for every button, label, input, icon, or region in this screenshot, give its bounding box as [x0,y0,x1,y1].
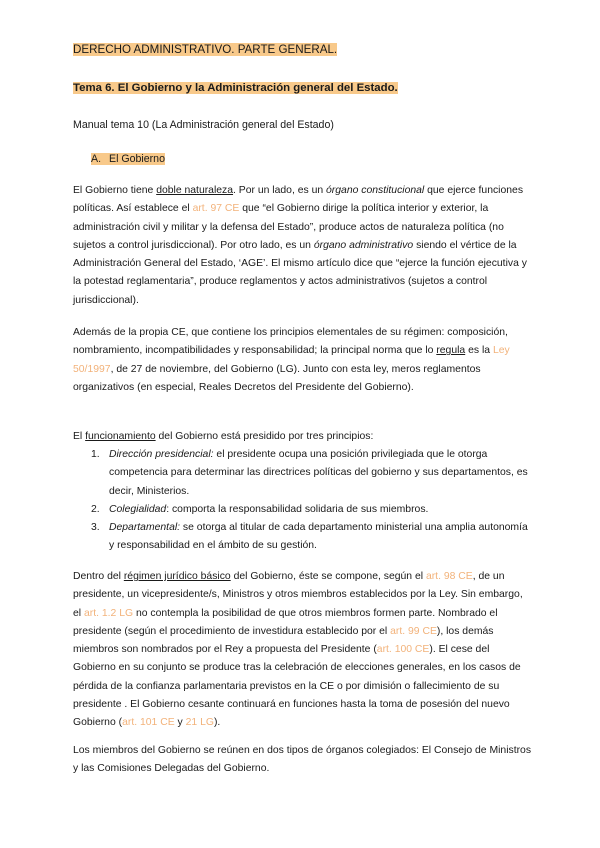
list-number: 2. [91,503,100,515]
section-label: El Gobierno [109,153,165,165]
law-link[interactable]: Ley 50/1997 [73,345,510,375]
principle-name: Departamental: [109,522,181,534]
italic-term: órgano administrativo [313,239,414,251]
text-run: Dentro del [73,571,124,582]
text-run: y [174,717,186,729]
text-run: Los miembros del Gobierno se reúnen en dos tipos de órganos colegiados: El Consejo de Ministros y las Comisiones Delegadas del Gobierno. [73,745,532,775]
section-heading-highlight [91,153,165,165]
text-run: ). El cese del Gobierno en su conjunto se produce tras la celebración de elecciones generales, en los casos de pérdida de la confianza parlamentaria previstos en la CE o por dimisión o fallecimiento de su presidente . El Gobierno cesante continuará en funciones hasta la toma de posesión del nuevo Gobierno ( [73,644,521,729]
article-link[interactable]: art. 98 CE [425,571,473,582]
underlined-term: funcionamiento [85,431,156,442]
text-run: ), los demás miembros son nombrados por el Rey a propuesta del Presidente ( [73,625,494,656]
text-run: El [73,431,86,442]
principle-name: Dirección presidencial: [109,449,214,460]
article-link[interactable]: art. 97 CE [192,203,240,215]
paragraph-collegiate-bodies [73,742,533,779]
text-run: del Gobierno está presidido por tres principios: [155,431,374,442]
manual-reference: Manual tema 10 (La Administración general del Estado) [73,119,334,131]
text-run: , de 27 de noviembre, del Gobierno (LG). Junto con esta ley, meros reglamentos organizativos (en especial, Reales Decretos del Presidente del Gobierno). [73,363,481,393]
text-run: que “el Gobierno dirige la política interior y exterior, la administración civil y militar y la defensa del Estado”, produce actos de naturaleza política (no sujetos a control jurisdiccional). Por otro lado, es un [73,203,504,251]
article-link[interactable]: art. 100 CE [376,644,430,656]
principles-list [73,446,533,556]
text-run: ). [213,717,221,729]
principle-text: : comporta la responsabilidad solidaria de sus miembros. [166,503,429,515]
underlined-term: doble naturaleza [156,185,234,196]
list-item [73,519,533,556]
list-number: 3. [91,522,100,534]
list-item [73,501,533,519]
text-run: es la [465,345,493,357]
paragraph-nature [73,182,533,310]
paragraph-regulation [73,324,533,397]
article-link[interactable]: art. 99 CE [390,625,437,637]
principle-name: Colegialidad [109,503,167,515]
document-title [73,42,337,57]
list-number: 1. [91,449,100,460]
principle-text: se otorga al titular de cada departamento ministerial una amplia autonomía y responsabilidad en el ámbito de su gestión. [109,522,528,552]
document-title-text: DERECHO ADMINISTRATIVO. PARTE GENERAL. [73,43,338,56]
topic-title [73,81,398,96]
underlined-term: régimen jurídico básico [123,571,231,582]
text-run: . Por un lado, es un [233,185,327,196]
paragraph-functioning [73,428,533,446]
text-run: siendo el vértice de la Administración General del Estado, ‘AGE’. El mismo artículo dice que “ejerce la función ejecutiva y la potestad reglamentaria”, produce reglamentos y actos administrativos (sujetos a control jurisdiccional). [73,239,527,306]
principle-text: el presidente ocupa una posición privilegiada que le otorga competencia para determinar las directrices políticas del gobierno y sus departamentos, es decir, Ministerios. [109,449,528,497]
paragraph-legal-regime [73,568,533,733]
text-run: no contempla la posibilidad de que otros miembros formen parte. Nombrado el presidente (según el procedimiento de investidura establecido por el [73,607,498,637]
section-letter: A. [91,153,102,165]
text-run: El Gobierno tiene [73,185,157,196]
list-item [73,446,533,501]
article-link[interactable]: art. 101 CE [122,717,175,729]
italic-term: órgano constitucional [326,185,425,196]
article-link[interactable]: 21 LG [185,717,214,729]
topic-title-text: Tema 6. El Gobierno y la Administración general del Estado. [73,82,398,94]
underlined-term: regula [436,345,466,357]
article-link[interactable]: art. 1.2 LG [83,607,134,619]
text-run: , de un presidente, un vicepresidente/s, Ministros y otros miembros establecidos por la Ley. Sin embargo, el [73,571,523,619]
section-heading [91,152,165,166]
text-run: del Gobierno, éste se compone, según el [230,571,426,582]
text-run: que ejerce funciones políticas. Así establece el [73,185,524,215]
text-run: Además de la propia CE, que contiene los principios elementales de su régimen: composición, nombramiento, incompatibilidades y responsabilidad; la principal norma que lo [73,327,508,357]
